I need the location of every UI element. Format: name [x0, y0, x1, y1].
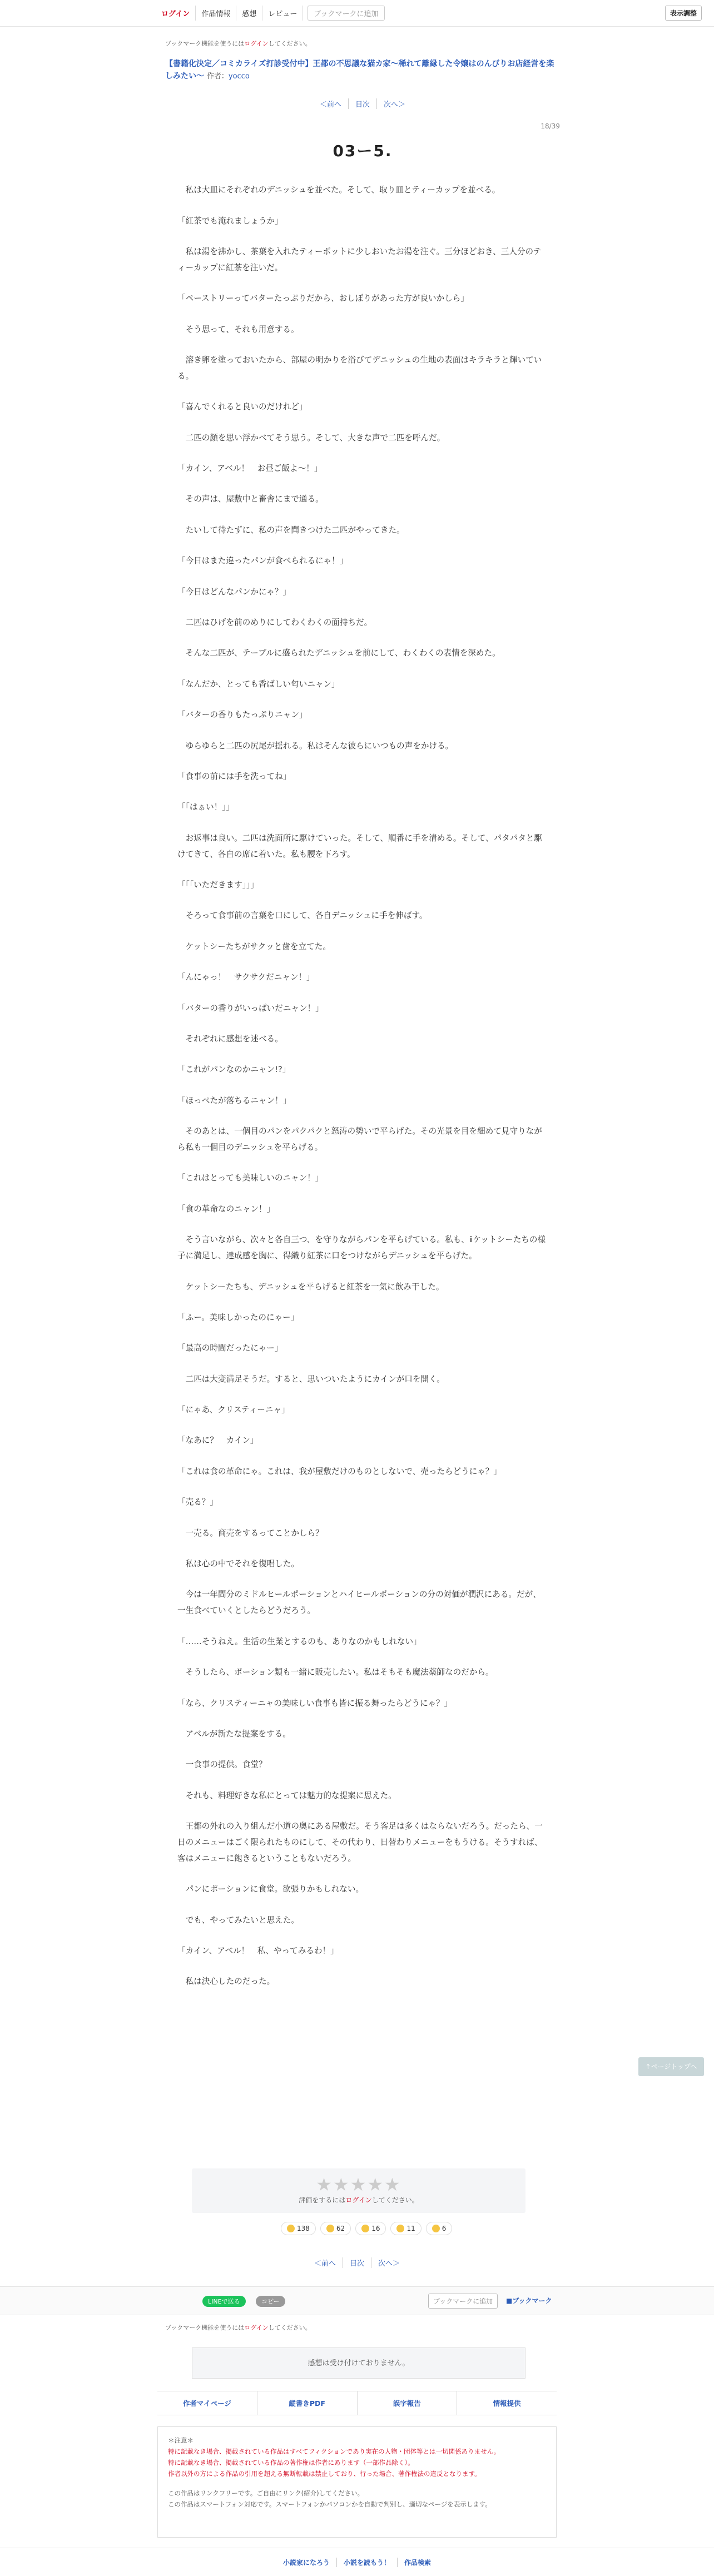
reaction-button-thumbs-up[interactable]	[281, 2222, 316, 2235]
novel-paragraph: 「これは食の革命にゃ。これは、我が屋敷だけのものとしないで、売ったらどうにゃ？」	[177, 1466, 502, 1476]
header-nav	[156, 6, 385, 21]
rating-login-link[interactable]: ログイン	[345, 2196, 372, 2204]
copy-button[interactable]: コピー	[256, 2296, 285, 2307]
novel-paragraph: 「食の革命なのニャン！」	[177, 1204, 275, 1214]
notice2-text: ブックマーク機能を使うには	[165, 2324, 245, 2331]
novel-paragraph: 「カイン、アベル！ お昼ご飯よ〜！」	[177, 464, 323, 474]
caution-info-line: この作品はスマートフォン対応です。スマートフォンかパソコンかを自動で判別し、適切なページを表示します。	[168, 2500, 492, 2508]
rating-box	[192, 2168, 525, 2213]
novel-paragraph: ケットシーたちがサクッと歯を立てた。	[185, 941, 331, 951]
author-link[interactable]: yocco	[228, 72, 250, 81]
chapter-title: 03ー5.	[333, 142, 393, 161]
rating-note-suffix: してください。	[371, 2196, 419, 2204]
novel-paragraph: そう思って、それも用意する。	[185, 324, 299, 334]
work-info-link[interactable]: 作品情報	[196, 6, 236, 21]
novel-paragraph: 私は湯を沸かし、茶葉を入れたティーポットに少しおいたお湯を注ぐ。三分ほどおき、三人分のティーカップに紅茶を注いだ。	[177, 246, 542, 272]
author-line	[207, 72, 250, 81]
novel-paragraph: 「なら、クリスティーニャの美味しい食事も皆に振る舞ったらどうにゃ？」	[177, 1698, 453, 1708]
rating-note	[192, 2195, 525, 2205]
next-link-bottom[interactable]: 次へ＞	[378, 2260, 400, 2268]
novel-paragraph: 「カイン、アベル！ 私、やってみるわ！」	[177, 1946, 339, 1956]
chapter-pager-bottom	[0, 2257, 714, 2268]
reaction-count: 6	[442, 2225, 447, 2232]
novel-paragraph: 「今日はどんなパンかにゃ？」	[177, 587, 291, 597]
novel-paragraph: 王都の外れの入り組んだ小道の奥にある屋敷だ。そう客足は多くはならないだろう。だったら、一日のメニューはごく限られたものにして、その代わり、日替わりメニューをもうける。そうすれば、客はメニューに飽きるということもないだろう。	[177, 1821, 543, 1863]
line-share-button[interactable]: LINEで送る	[202, 2296, 246, 2307]
top-navigation	[0, 0, 714, 27]
impressions-link[interactable]: 感想	[236, 6, 262, 21]
novel-paragraph: 「ふー。美味しかったのにゃー」	[177, 1312, 299, 1322]
display-settings-button[interactable]: 表示調整	[665, 6, 702, 21]
reaction-button-laugh[interactable]	[355, 2222, 386, 2235]
novel-paragraph: それも、料理好きな私にとっては魅力的な提案に思えた。	[185, 1790, 396, 1800]
novel-paragraph: 「「「いただきます」」」	[177, 880, 259, 890]
novel-paragraph: それぞれに感想を述べる。	[185, 1034, 283, 1044]
novel-paragraph: 「食事の前には手を洗ってね」	[177, 772, 291, 781]
toc-link[interactable]: 目次	[349, 98, 377, 109]
novel-paragraph: 「ペーストリーってバターたっぷりだから、おしぼりがあった方が良いかしら」	[177, 294, 469, 304]
next-link[interactable]: 次へ＞	[384, 101, 406, 110]
novel-paragraph: 一売る。商売をするってことかしら？	[185, 1528, 324, 1538]
notice-text: ブックマーク機能を使うには	[165, 40, 245, 47]
caution-line: 作者以外の方による作品の引用を超える無断転載は禁止しており、行った場合、著作権法の違反となります。	[168, 2470, 481, 2478]
bookmark-add-button[interactable]: ブックマークに追加	[308, 6, 384, 21]
novel-paragraph: たいして待たずに、私の声を聞きつけた二匹がやってきた。	[185, 525, 405, 535]
bookmark-login-notice	[165, 39, 560, 48]
reaction-count: 11	[406, 2225, 415, 2232]
novel-paragraph: パンにポーションに食堂。欲張りかもしれない。	[185, 1884, 364, 1894]
novel-paragraph: 今は一年間分のミドルヒールポーションとハイヒールポーションの分の対価が潤沢にある。だが、一生食べていくとしたらどうだろう。	[177, 1590, 541, 1616]
novel-paragraph: 二匹は大変満足そうだ。すると、思いついたようにカインが口を開く。	[185, 1374, 445, 1384]
work-title-block	[165, 58, 560, 83]
novel-paragraph: 「これがパンなのかニャン!?」	[177, 1065, 291, 1075]
notice2-login-link[interactable]: ログイン	[244, 2324, 269, 2331]
vertical-pdf-link[interactable]: 縦書きPDF	[257, 2391, 358, 2415]
novel-paragraph: 「喜んでくれると良いのだけれど」	[177, 402, 308, 412]
chapter-pager-top	[165, 98, 560, 109]
novel-paragraph: 「ほっぺたが落ちるニャン！」	[177, 1095, 291, 1105]
novel-paragraph: 「紅茶でも淹れましょうか」	[177, 216, 283, 226]
reaction-count: 138	[297, 2225, 310, 2232]
bookmark-link-label: ブックマーク	[512, 2297, 552, 2305]
thumbs-up-icon	[287, 2225, 295, 2232]
caution-info-line: この作品はリンクフリーです。ご自由にリンク(紹介)してください。	[168, 2489, 364, 2497]
novel-paragraph: そうしたら、ポーション類も一緒に販売したい。私はそもそも魔法薬師なのだから。	[185, 1667, 494, 1677]
laugh-icon	[361, 2225, 369, 2232]
reaction-count: 62	[336, 2225, 345, 2232]
novel-paragraph: そのあとは、一個目のパンをパクパクと怒涛の勢いで平らげた。その光景を目を細めて見守りながら私も一個目のデニッシュを平らげる。	[177, 1126, 542, 1153]
chapter-pager-bottom-wrap	[0, 2257, 714, 2268]
footer-link-yomou[interactable]: 小説を読もう！	[337, 2558, 398, 2567]
novel-paragraph: 「なあに？ カイン」	[177, 1436, 259, 1446]
info-report-link[interactable]: 情報提供	[493, 2399, 521, 2408]
novel-paragraph: でも、やってみたいと思えた。	[185, 1915, 299, 1925]
review-link[interactable]: レビュー	[262, 6, 303, 21]
footer-link-narou[interactable]: 小説家になろう	[276, 2558, 337, 2567]
novel-paragraph: 「売る？」	[177, 1497, 218, 1507]
novel-paragraph: そう言いながら、次々と各自三つ、を守りながらパンを平らげている。私も、ⅱケットシーたちの様子に満足し、達成感を胸に、得織り紅茶に口をつけながらデニッシュを平らげた。	[177, 1235, 546, 1261]
novel-paragraph: その声は、屋敷中と畜舎にまで通る。	[185, 494, 324, 504]
rating-note-text: 評価をするには	[299, 2196, 346, 2204]
novel-paragraph: 「バターの香りもたっぷりニャン」	[177, 710, 308, 720]
novel-paragraph: 「これはとっても美味しいのニャン！」	[177, 1173, 324, 1183]
author-mypage-link[interactable]: 作者マイページ	[157, 2391, 257, 2415]
novel-paragraph: 溶き卵を塗っておいたから、部屋の明かりを浴びてデニッシュの生地の表面はキラキラと輝いている。	[177, 355, 542, 381]
reaction-buttons	[281, 2222, 452, 2235]
novel-paragraph: 「……そうねえ。生活の生業とするのも、ありなのかもしれない」	[177, 1636, 422, 1646]
caution-line: 特に記載なき場合、掲載されている作品の著作権は作者にあります（一部作品除く）。	[168, 2459, 414, 2467]
notice-text-suffix: してください。	[268, 40, 311, 47]
novel-paragraph: ゆらゆらと二匹の尻尾が揺れる。私はそんな彼らにいつもの声をかける。	[185, 741, 454, 751]
notice-login-link[interactable]: ログイン	[244, 40, 269, 47]
comment-notice: 感想は受け付けておりません。	[192, 2347, 525, 2379]
bookmark-icon: ■	[506, 2297, 513, 2305]
novel-paragraph: 私は大皿にそれぞれのデニッシュを並べた。そして、取り皿とティーカップを並べる。	[185, 185, 500, 195]
novel-paragraph: そんな二匹が、テーブルに盛られたデニッシュを前にして、わくわくの表情を深めた。	[185, 648, 500, 658]
notice2-text-suffix: してください。	[268, 2324, 311, 2331]
site-footer	[0, 2548, 714, 2576]
caution-line: 特に記載なき場合、掲載されている作品はすべてフィクションであり実在の人物・団体等とは一切関係ありません。	[168, 2448, 500, 2456]
novel-paragraph: お返事は良い。二匹は洗面所に駆けていった。そして、順番に手を清める。そして、パタパタと駆けてきて、各自の席に着いた。私も腰を下ろす。	[177, 833, 542, 859]
novel-paragraph: 「最高の時間だったにゃー」	[177, 1343, 283, 1353]
novel-paragraph: ケットシーたちも、デニッシュを平らげると紅茶を一気に飲み干した。	[185, 1282, 444, 1292]
rating-stars[interactable]: ★★★★★	[316, 2174, 401, 2195]
typo-report-link[interactable]: 誤字報告	[358, 2391, 458, 2415]
reaction-count: 16	[371, 2225, 380, 2232]
novel-paragraph: 二匹の顔を思い浮かべてそう思う。そして、大きな声で二匹を呼んだ。	[185, 433, 445, 443]
share-row	[0, 2286, 714, 2315]
caution-heading: ＊注意＊	[168, 2436, 194, 2444]
footer-link-search[interactable]: 作品検索	[404, 2558, 432, 2567]
novel-paragraph: 「「はぁい！」」	[177, 802, 235, 812]
reaction-button-joy[interactable]	[390, 2222, 421, 2235]
novel-paragraph: 「んにゃっ！ サクサクだニャン！」	[177, 972, 315, 982]
bookmark-link[interactable]	[506, 2296, 552, 2305]
bookmark-add-button-bottom[interactable]: ブックマークに追加	[428, 2294, 498, 2309]
page-top-button[interactable]: ↑ページトップへ	[638, 2057, 704, 2076]
novel-paragraph: 二匹はひげを前のめりにしてわくわくの面持ちだ。	[185, 618, 373, 628]
smile-icon	[326, 2225, 334, 2232]
novel-paragraph: アベルが新たな提案をする。	[185, 1729, 291, 1739]
reaction-button-cry[interactable]	[426, 2222, 453, 2235]
prev-link-bottom[interactable]: ＜前へ	[308, 2257, 343, 2268]
bookmark-login-notice-bottom	[165, 2323, 311, 2332]
novel-paragraph: そろって食事前の言葉を口にして、各自デニッシュに手を伸ばす。	[185, 911, 428, 921]
caution-box	[157, 2426, 557, 2538]
reaction-button-smile[interactable]	[320, 2222, 351, 2235]
page-number: 18/39	[541, 122, 560, 131]
prev-link[interactable]: ＜前へ	[313, 98, 349, 109]
author-label: 作者：	[206, 72, 229, 81]
toc-link-bottom[interactable]: 目次	[343, 2257, 371, 2268]
novel-paragraph: 「バターの香りがいっぱいだニャン！」	[177, 1003, 324, 1013]
novel-body	[165, 182, 560, 1990]
novel-paragraph: 「にゃあ、クリスティーニャ」	[177, 1405, 290, 1415]
login-link[interactable]: ログイン	[156, 6, 196, 21]
work-title-link[interactable]: 【書籍化決定／コミカライズ打診受付中】王都の不思議な猫カ家〜稀れて離縁した令嬢はのんびりお店経営を楽しみたい〜	[165, 59, 554, 81]
work-links	[157, 2391, 557, 2415]
novel-paragraph: 「なんだか、とっても香ばしい匂いニャン」	[177, 679, 340, 689]
novel-paragraph: 「今日はまた違ったパンが食べられるにゃ！」	[177, 556, 348, 566]
joy-icon	[396, 2225, 404, 2232]
novel-paragraph: 一食事の提供。食堂？	[185, 1760, 267, 1770]
novel-paragraph: 私は心の中でそれを復唱した。	[185, 1559, 299, 1569]
main-content	[165, 27, 560, 2005]
novel-paragraph: 私は決心したのだった。	[185, 1977, 275, 1987]
cry-icon	[432, 2225, 440, 2232]
